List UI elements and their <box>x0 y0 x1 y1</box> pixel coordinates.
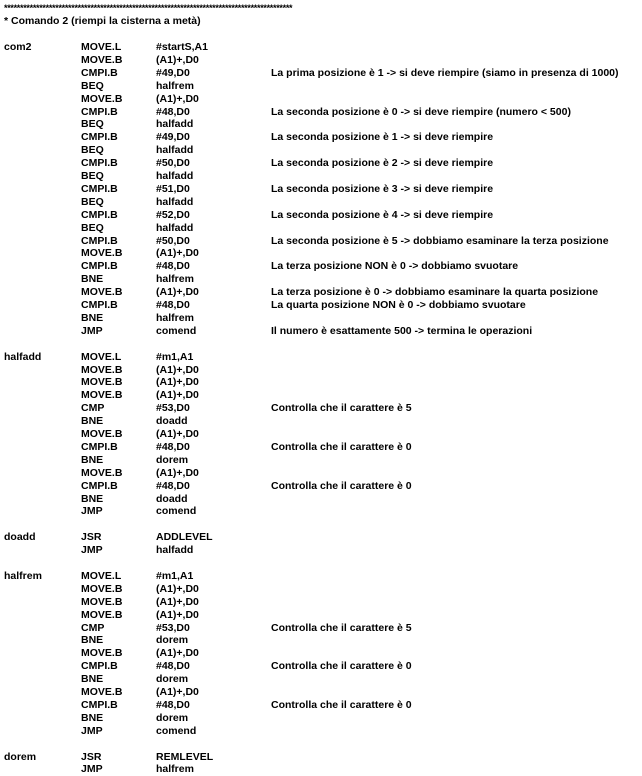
code-comment: La prima posizione è 1 -> si deve riempire (siamo in presenza di 1000) <box>271 66 619 79</box>
code-operand: halfrem <box>156 273 194 286</box>
code-opcode: CMPI.B <box>81 299 118 311</box>
code-operand: (A1)+,D0 <box>156 92 199 105</box>
code-opcode: JSR <box>81 531 102 544</box>
code-opcode: BEQ <box>81 144 104 157</box>
code-comment: Controlla che il carattere è 5 <box>271 621 412 634</box>
code-opcode: MOVE.B <box>81 376 123 389</box>
code-operand: #m1,A1 <box>156 350 194 363</box>
code-operand: halfrem <box>156 763 194 776</box>
code-comment: La seconda posizione è 5 -> dobbiamo esaminare la terza posizione <box>271 234 609 247</box>
code-operand: #49,D0 <box>156 131 190 144</box>
code-comment: La terza posizione NON è 0 -> dobbiamo svuotare <box>271 260 519 273</box>
code-operand: #48,D0 <box>156 299 190 311</box>
code-operand: (A1)+,D0 <box>156 595 199 608</box>
code-opcode: BNE <box>81 673 104 686</box>
code-operand: #48,D0 <box>156 440 190 453</box>
code-operand: dorem <box>156 634 189 647</box>
code-operand: #49,D0 <box>156 66 190 79</box>
code-comment: Controlla che il carattere è 5 <box>271 402 412 415</box>
code-operand: dorem <box>156 673 189 686</box>
code-operand: comend <box>156 324 197 337</box>
code-operand: halfrem <box>156 311 194 324</box>
code-operand: #48,D0 <box>156 260 190 273</box>
code-operand: doadd <box>156 415 188 428</box>
code-comment: Il numero è esattamente 500 -> termina le operazioni <box>271 324 533 337</box>
code-comment: La terza posizione è 0 -> dobbiamo esaminare la quarta posizione <box>271 286 599 299</box>
code-opcode: CMPI.B <box>81 208 118 221</box>
code-opcode: MOVE.B <box>81 466 123 479</box>
code-opcode: MOVE.B <box>81 647 123 660</box>
code-operand: (A1)+,D0 <box>156 286 199 299</box>
code-label: dorem <box>4 750 37 763</box>
section-title: * Comando 2 (riempi la cisterna a metà) <box>4 15 201 27</box>
code-opcode: JMP <box>81 724 103 737</box>
code-operand: #48,D0 <box>156 698 190 711</box>
code-opcode: CMPI.B <box>81 234 118 247</box>
code-operand: dorem <box>156 711 189 724</box>
code-operand: (A1)+,D0 <box>156 466 199 479</box>
code-opcode: MOVE.B <box>81 363 123 376</box>
code-opcode: CMPI.B <box>81 131 118 144</box>
code-opcode: MOVE.B <box>81 595 123 608</box>
code-opcode: CMPI.B <box>81 479 118 492</box>
code-opcode: CMP <box>81 621 105 634</box>
code-opcode: MOVE.L <box>81 569 122 582</box>
code-opcode: CMP <box>81 402 105 415</box>
code-operand: (A1)+,D0 <box>156 53 199 66</box>
code-operand: (A1)+,D0 <box>156 376 199 389</box>
code-operand: ADDLEVEL <box>156 531 213 544</box>
code-opcode: JMP <box>81 763 103 776</box>
code-operand: halfadd <box>156 170 194 182</box>
code-operand: #48,D0 <box>156 479 190 492</box>
code-operand: comend <box>156 724 197 737</box>
code-operand: #51,D0 <box>156 182 190 195</box>
code-opcode: MOVE.B <box>81 686 123 698</box>
code-comment: La seconda posizione è 1 -> si deve riempire <box>271 131 494 144</box>
code-operand: halfadd <box>156 221 194 234</box>
code-comment: Controlla che il carattere è 0 <box>271 440 412 453</box>
code-opcode: BNE <box>81 711 104 724</box>
code-operand: #startS,A1 <box>156 41 208 53</box>
code-comment: Controlla che il carattere è 0 <box>271 479 412 492</box>
code-opcode: MOVE.L <box>81 350 122 363</box>
code-operand: (A1)+,D0 <box>156 608 199 621</box>
code-operand: halfadd <box>156 195 194 208</box>
code-operand: #48,D0 <box>156 660 190 673</box>
code-opcode: CMPI.B <box>81 157 118 170</box>
code-operand: (A1)+,D0 <box>156 363 199 376</box>
code-operand: halfadd <box>156 118 194 131</box>
code-comment: Controlla che il carattere è 0 <box>271 698 412 711</box>
code-operand: dorem <box>156 453 189 466</box>
code-opcode: BEQ <box>81 118 104 131</box>
code-operand: halfadd <box>156 144 194 157</box>
code-opcode: MOVE.B <box>81 53 123 66</box>
code-opcode: JSR <box>81 750 102 763</box>
code-opcode: CMPI.B <box>81 440 118 453</box>
code-operand: #m1,A1 <box>156 569 194 582</box>
code-comment: La seconda posizione è 3 -> si deve riempire <box>271 182 494 195</box>
code-opcode: JMP <box>81 505 103 518</box>
code-operand: (A1)+,D0 <box>156 389 199 402</box>
code-opcode: BEQ <box>81 79 104 92</box>
code-comment: Controlla che il carattere è 0 <box>271 660 412 673</box>
code-opcode: BEQ <box>81 170 104 182</box>
code-opcode: BEQ <box>81 195 104 208</box>
code-operand: doadd <box>156 492 188 505</box>
code-opcode: CMPI.B <box>81 698 118 711</box>
code-opcode: BNE <box>81 453 104 466</box>
code-operand: (A1)+,D0 <box>156 247 199 260</box>
code-opcode: CMPI.B <box>81 66 118 79</box>
code-operand: #53,D0 <box>156 402 190 415</box>
code-opcode: MOVE.L <box>81 41 122 53</box>
code-opcode: MOVE.B <box>81 286 123 299</box>
code-operand: #53,D0 <box>156 621 190 634</box>
code-comment: La seconda posizione è 0 -> si deve riempire (numero < 500) <box>271 105 571 118</box>
code-operand: REMLEVEL <box>156 750 214 763</box>
code-operand: (A1)+,D0 <box>156 686 199 698</box>
code-opcode: CMPI.B <box>81 260 118 273</box>
code-opcode: MOVE.B <box>81 582 123 595</box>
code-opcode: MOVE.B <box>81 389 123 402</box>
code-operand: #48,D0 <box>156 105 190 118</box>
code-operand: (A1)+,D0 <box>156 647 199 660</box>
code-opcode: MOVE.B <box>81 92 123 105</box>
code-operand: #52,D0 <box>156 208 190 221</box>
code-operand: (A1)+,D0 <box>156 428 199 440</box>
code-opcode: JMP <box>81 324 103 337</box>
code-opcode: BNE <box>81 634 104 647</box>
code-operand: comend <box>156 505 197 518</box>
code-operand: #50,D0 <box>156 234 190 247</box>
code-label: halfadd <box>4 350 42 363</box>
code-opcode: BNE <box>81 415 104 428</box>
code-label: com2 <box>4 41 32 53</box>
code-operand: #50,D0 <box>156 157 190 170</box>
code-opcode: CMPI.B <box>81 660 118 673</box>
code-label: doadd <box>4 531 36 544</box>
code-comment: La quarta posizione NON è 0 -> dobbiamo svuotare <box>271 299 526 311</box>
code-opcode: BEQ <box>81 221 104 234</box>
code-opcode: CMPI.B <box>81 182 118 195</box>
code-opcode: BNE <box>81 311 104 324</box>
code-opcode: JMP <box>81 544 103 557</box>
code-opcode: BNE <box>81 273 104 286</box>
code-comment: La seconda posizione è 4 -> si deve riempire <box>271 208 494 221</box>
code-comment: La seconda posizione è 2 -> si deve riempire <box>271 157 494 170</box>
code-opcode: MOVE.B <box>81 428 123 440</box>
code-opcode: CMPI.B <box>81 105 118 118</box>
code-label: halfrem <box>4 569 42 582</box>
separator-stars: ****************************************************************************************** <box>4 3 293 13</box>
code-opcode: BNE <box>81 492 104 505</box>
code-opcode: MOVE.B <box>81 247 123 260</box>
code-opcode: MOVE.B <box>81 608 123 621</box>
code-operand: halfrem <box>156 79 194 92</box>
code-operand: halfadd <box>156 544 194 557</box>
code-operand: (A1)+,D0 <box>156 582 199 595</box>
